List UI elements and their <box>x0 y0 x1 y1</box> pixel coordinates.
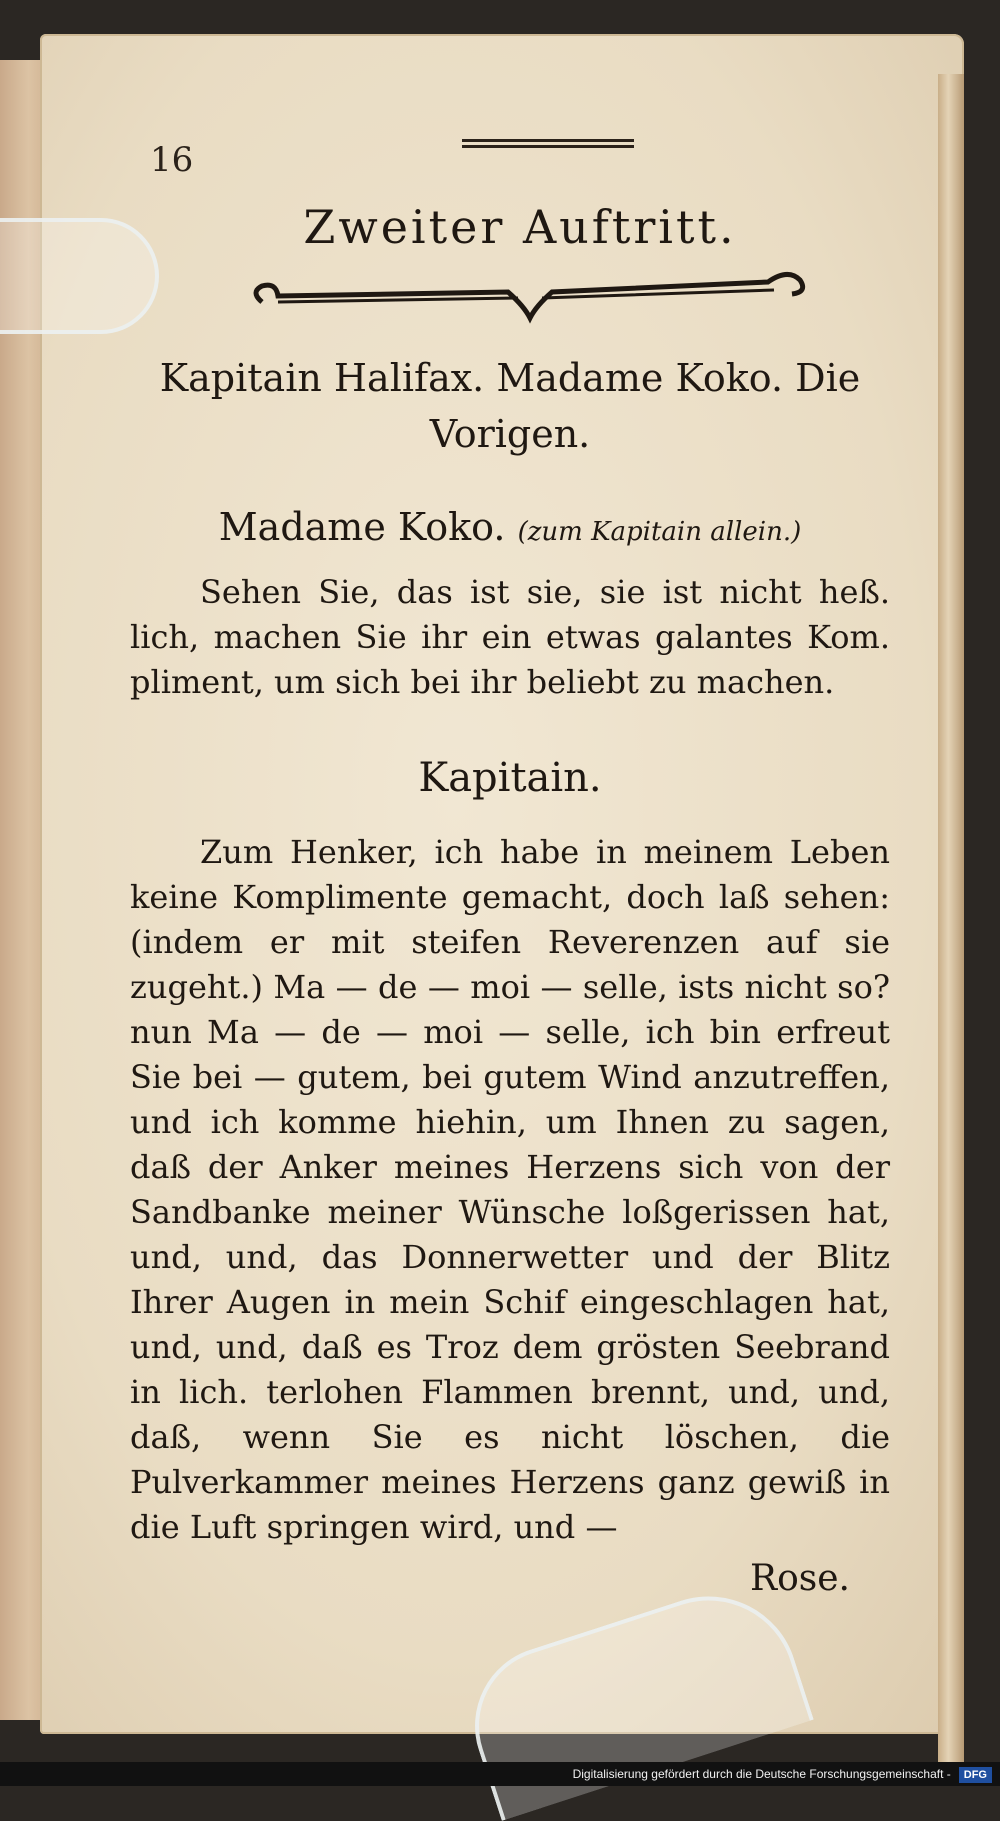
cast-list: Kapitain Halifax. Madame Koko. Die Vorigen. <box>159 356 861 456</box>
dfg-logo: DFG <box>959 1767 992 1783</box>
page-clip <box>0 218 159 334</box>
scene-heading: Zweiter Auftritt. <box>303 200 737 254</box>
digitization-footer <box>0 1762 1000 1786</box>
catchword: Rose. <box>749 1558 850 1599</box>
header-rule <box>462 138 634 150</box>
speaker-name: Madame Koko. <box>218 505 506 549</box>
speaker-madame-koko <box>130 505 890 549</box>
speech-paragraph: Sehen Sie, das ist sie, sie ist nicht heß. lich, machen Sie ihr ein etwas galantes Kom. pliment, um sich bei ihr beliebt zu machen. <box>130 573 890 701</box>
speaker-kapitain: Kapitain. <box>418 755 602 801</box>
ornament-flourish <box>248 262 812 332</box>
speech-paragraph: Zum Henker, ich habe in meinem Leben keine Komplimente gemacht, doch laß sehen: (indem er mit steifen Reverenzen auf sie zugeht.) Ma — de — moi — selle, ists nicht so? nun Ma — de — moi — selle, ich bin erfreut Sie bei — gutem, bei gutem Wind anzutreffen, und ich komme hiehin, um Ihnen zu sagen, daß der Anker meines Herzens sich von der Sandbanke meiner Wünsche loßgerissen hat, und, und, das Donnerwetter und der Blitz Ihrer Augen in mein Schif eingeschlagen hat, und, und, daß es Troz dem grösten Seebrand in lich. terlohen Flammen brennt, und, und, daß, wenn Sie es nicht löschen, die Pulverkammer meines Herzens ganz gewiß in die Luft springen wird, und — <box>130 833 890 1546</box>
page-edge <box>938 74 964 1764</box>
stage-direction: (zum Kapitain allein.) <box>517 517 802 547</box>
page-number: 16 <box>150 140 194 180</box>
footer-credit: Digitalisierung gefördert durch die Deutsche Forschungsgemeinschaft - <box>572 1767 951 1781</box>
